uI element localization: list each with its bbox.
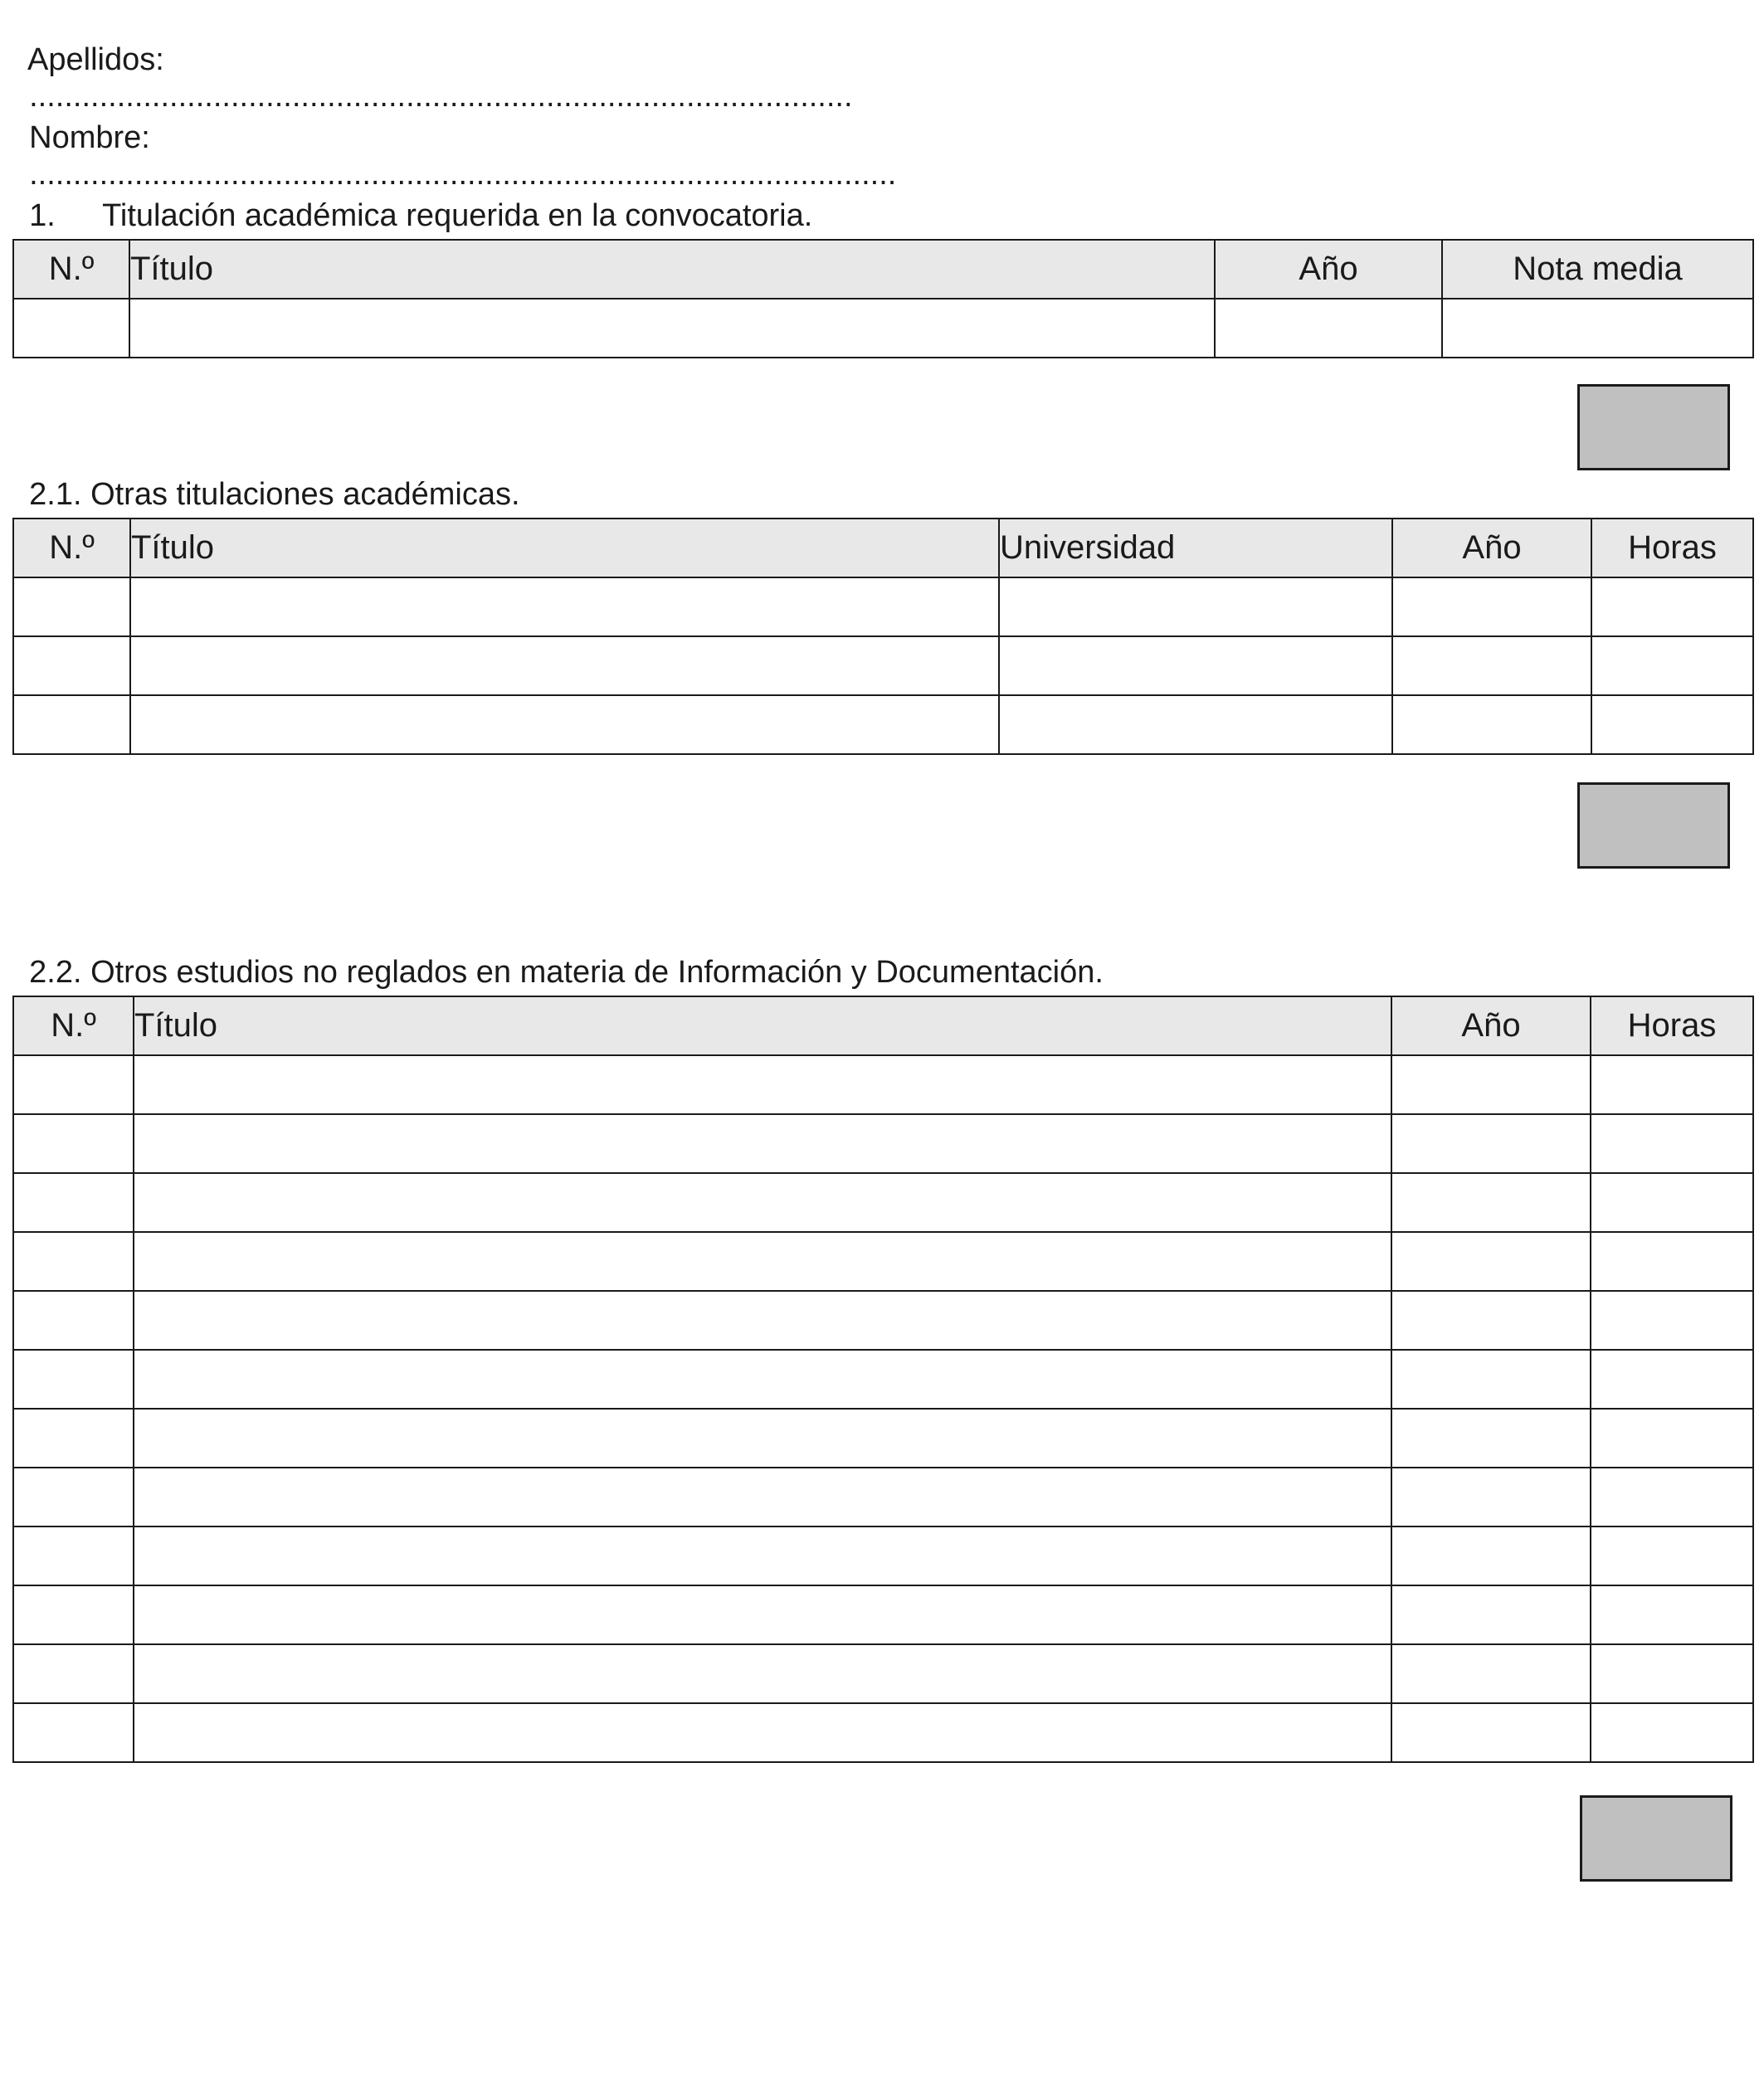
table-cell[interactable] [1391, 1173, 1591, 1232]
table-cell[interactable] [134, 1291, 1391, 1350]
table-cell[interactable] [13, 577, 130, 636]
table-header-row [13, 519, 1753, 577]
table-cell[interactable] [134, 1585, 1391, 1644]
section-1-number: 1. [29, 198, 56, 233]
table-cell[interactable] [13, 1173, 134, 1232]
table-row [13, 1232, 1753, 1291]
table-cell[interactable] [134, 1468, 1391, 1526]
table-cell[interactable] [134, 1114, 1391, 1173]
column-header-year: Año [1392, 519, 1591, 577]
table-cell[interactable] [130, 636, 999, 695]
table-cell[interactable] [1591, 1644, 1753, 1703]
table-cell[interactable] [13, 1291, 134, 1350]
table-other-degrees [12, 518, 1754, 755]
table-cell[interactable] [1391, 1409, 1591, 1468]
table-cell[interactable] [999, 695, 1392, 754]
score-box-section-1[interactable] [1577, 384, 1730, 470]
table-cell[interactable] [13, 636, 130, 695]
table-cell[interactable] [999, 636, 1392, 695]
section-1-title: Titulación académica requerida en la convocatoria. [102, 198, 813, 233]
table-cell[interactable] [134, 1055, 1391, 1114]
table-cell[interactable] [134, 1232, 1391, 1291]
table-cell[interactable] [1391, 1703, 1591, 1762]
table-cell[interactable] [1591, 1291, 1753, 1350]
table-cell[interactable] [1591, 695, 1753, 754]
section-2-2-heading [12, 918, 1104, 991]
table-row [13, 299, 1753, 358]
table-row [13, 695, 1753, 754]
table-cell[interactable] [1591, 577, 1753, 636]
table-cell[interactable] [13, 299, 129, 358]
table-row [13, 1703, 1753, 1762]
table-cell[interactable] [1591, 1232, 1753, 1291]
table-cell[interactable] [129, 299, 1215, 358]
table-row [13, 1526, 1753, 1585]
table-row [13, 1468, 1753, 1526]
table-required-degree [12, 239, 1754, 358]
table-cell[interactable] [1591, 1585, 1753, 1644]
column-header-number: N.º [13, 996, 134, 1055]
column-header-hours: Horas [1591, 996, 1753, 1055]
table-cell[interactable] [1591, 1350, 1753, 1409]
section-2-1-heading [12, 440, 520, 513]
section-1-heading [12, 161, 812, 234]
table-row [13, 1114, 1753, 1173]
table-cell[interactable] [13, 1232, 134, 1291]
table-cell[interactable] [1591, 1114, 1753, 1173]
name-label: Nombre: [29, 120, 150, 155]
table-cell[interactable] [1391, 1114, 1591, 1173]
table-cell[interactable] [13, 1585, 134, 1644]
table-cell[interactable] [1591, 1526, 1753, 1585]
table-cell[interactable] [1391, 1585, 1591, 1644]
column-header-year: Año [1391, 996, 1591, 1055]
table-cell[interactable] [13, 1350, 134, 1409]
surname-label: Apellidos: [27, 42, 164, 77]
table-header-row [13, 996, 1753, 1055]
table-row [13, 1173, 1753, 1232]
table-cell[interactable] [134, 1703, 1391, 1762]
table-cell[interactable] [1391, 1055, 1591, 1114]
table-cell[interactable] [1392, 636, 1591, 695]
name-field[interactable]: ................................................................................................... [29, 157, 897, 192]
table-cell[interactable] [13, 1409, 134, 1468]
column-header-hours: Horas [1591, 519, 1753, 577]
table-row [13, 1291, 1753, 1350]
table-cell[interactable] [1591, 1055, 1753, 1114]
table-row [13, 1350, 1753, 1409]
section-2-1-title: 2.1. Otras titulaciones académicas. [29, 477, 520, 512]
table-cell[interactable] [1391, 1291, 1591, 1350]
table-cell[interactable] [999, 577, 1392, 636]
table-cell[interactable] [1442, 299, 1753, 358]
table-cell[interactable] [13, 695, 130, 754]
column-header-title: Título [129, 240, 1215, 299]
table-cell[interactable] [13, 1703, 134, 1762]
table-cell[interactable] [1591, 636, 1753, 695]
table-cell[interactable] [130, 695, 999, 754]
column-header-number: N.º [13, 519, 130, 577]
table-cell[interactable] [1391, 1526, 1591, 1585]
column-header-title: Título [130, 519, 999, 577]
section-2-2-title: 2.2. Otros estudios no reglados en materia de Información y Documentación. [29, 955, 1104, 990]
table-row [13, 1409, 1753, 1468]
table-non-regulated-studies [12, 996, 1754, 1763]
table-cell[interactable] [13, 1644, 134, 1703]
table-row [13, 1644, 1753, 1703]
table-cell[interactable] [1591, 1703, 1753, 1762]
table-cell[interactable] [134, 1644, 1391, 1703]
column-header-university: Universidad [999, 519, 1392, 577]
table-cell[interactable] [134, 1526, 1391, 1585]
table-cell[interactable] [134, 1409, 1391, 1468]
score-box-section-2-2[interactable] [1580, 1795, 1732, 1882]
table-cell[interactable] [130, 577, 999, 636]
score-box-section-2-1[interactable] [1577, 782, 1730, 869]
table-cell[interactable] [1392, 695, 1591, 754]
column-header-title: Título [134, 996, 1391, 1055]
table-cell[interactable] [1391, 1644, 1591, 1703]
table-row [13, 1055, 1753, 1114]
table-cell[interactable] [1392, 577, 1591, 636]
table-cell[interactable] [1215, 299, 1442, 358]
table-cell[interactable] [13, 1468, 134, 1526]
table-row [13, 1585, 1753, 1644]
table-cell[interactable] [13, 1526, 134, 1585]
table-cell[interactable] [134, 1173, 1391, 1232]
table-row [13, 636, 1753, 695]
table-cell[interactable] [1391, 1350, 1591, 1409]
table-cell[interactable] [13, 1114, 134, 1173]
table-cell[interactable] [1591, 1468, 1753, 1526]
table-cell[interactable] [1391, 1232, 1591, 1291]
table-header-row [13, 240, 1753, 299]
table-cell[interactable] [1591, 1409, 1753, 1468]
table-cell[interactable] [13, 1055, 134, 1114]
table-cell[interactable] [134, 1350, 1391, 1409]
column-header-average-grade: Nota media [1442, 240, 1753, 299]
column-header-year: Año [1215, 240, 1442, 299]
column-header-number: N.º [13, 240, 129, 299]
surname-field[interactable]: .............................................................................................. [29, 79, 853, 114]
table-cell[interactable] [1391, 1468, 1591, 1526]
table-cell[interactable] [1591, 1173, 1753, 1232]
table-row [13, 577, 1753, 636]
